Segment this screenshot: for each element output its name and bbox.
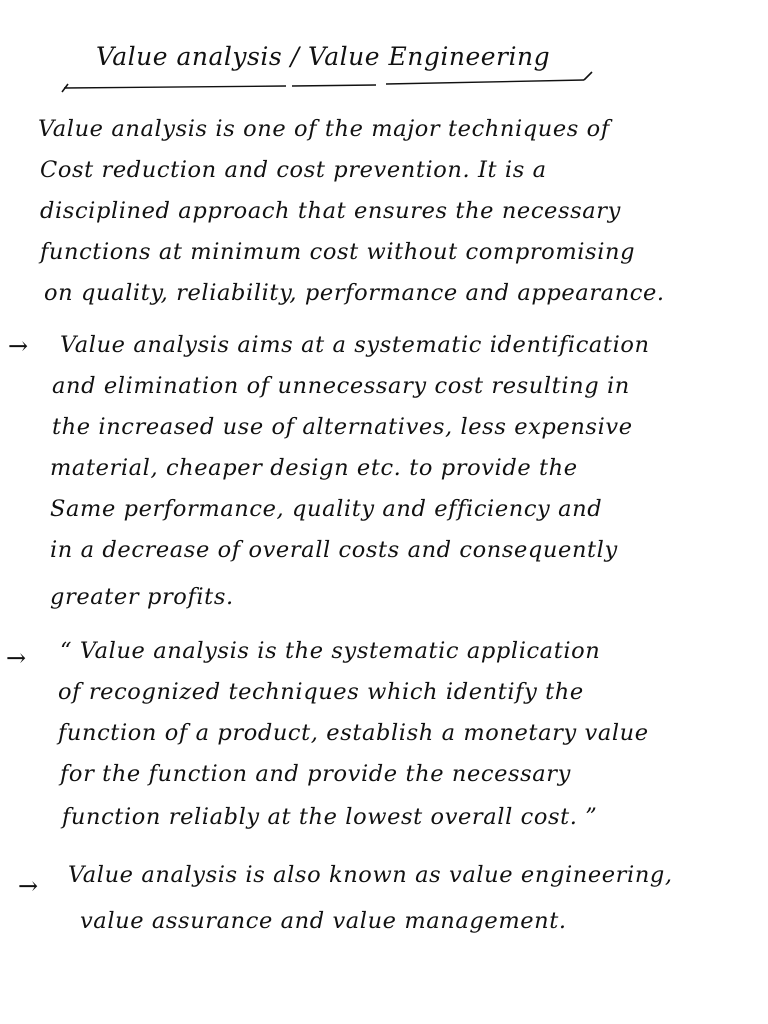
page-title: Value analysis / Value Engineering xyxy=(96,42,551,71)
paragraph-line: disciplined approach that ensures the necessary xyxy=(40,198,621,224)
bullet-line: Value analysis aims at a systematic identification xyxy=(60,332,650,358)
bullet-line: and elimination of unnecessary cost resulting in xyxy=(52,373,630,399)
title-underline-decoration xyxy=(56,60,596,100)
bullet-line: greater profits. xyxy=(50,584,234,610)
paragraph-line: on quality, reliability, performance and appearance. xyxy=(44,280,665,306)
arrow-marker-icon: → xyxy=(18,872,39,900)
paragraph-line: Value analysis is one of the major techniques of xyxy=(38,116,610,142)
bullet-line: Same performance, quality and efficiency and xyxy=(50,496,603,522)
bullet-line: Value analysis is also known as value engineering, xyxy=(68,862,673,888)
bullet-line: “ Value analysis is the systematic application xyxy=(60,638,601,664)
arrow-marker-icon: → xyxy=(8,332,29,360)
paragraph-line: functions at minimum cost without compromising xyxy=(40,239,636,265)
bullet-line: function of a product, establish a monetary value xyxy=(58,720,649,746)
bullet-line: function reliably at the lowest overall cost. ” xyxy=(62,804,598,830)
bullet-line: of recognized techniques which identify the xyxy=(58,679,584,705)
bullet-line: for the function and provide the necessary xyxy=(60,761,571,787)
bullet-line: value assurance and value management. xyxy=(80,908,567,934)
bullet-line: the increased use of alternatives, less expensive xyxy=(52,414,633,440)
paragraph-line: Cost reduction and cost prevention. It is a xyxy=(40,157,547,183)
bullet-line: material, cheaper design etc. to provide the xyxy=(50,455,578,481)
bullet-line: in a decrease of overall costs and consequently xyxy=(50,537,618,563)
arrow-marker-icon: → xyxy=(6,644,27,672)
